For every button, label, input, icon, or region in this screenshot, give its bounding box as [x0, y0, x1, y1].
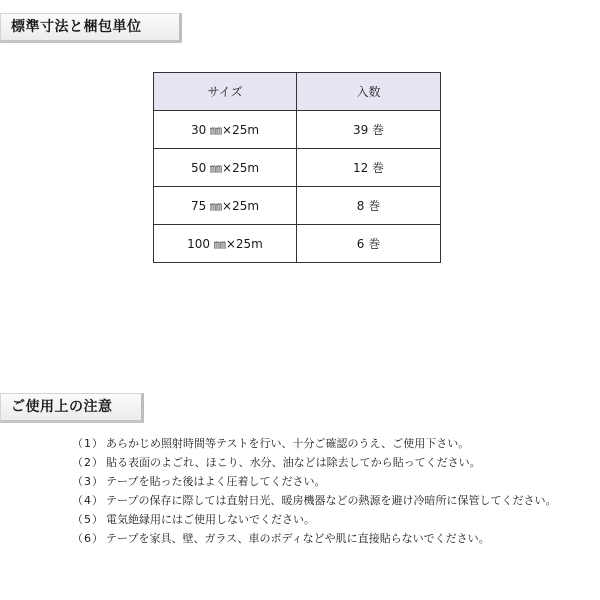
list-item [72, 529, 556, 548]
table-row [154, 187, 441, 225]
list-item [72, 472, 556, 491]
spec-table [153, 72, 441, 263]
table-row [154, 225, 441, 263]
note-number: （6） [72, 532, 104, 545]
table-row [154, 111, 441, 149]
note-number: （4） [72, 494, 104, 507]
cell-quantity: 39 巻 [297, 111, 441, 149]
table-row [154, 149, 441, 187]
cell-quantity: 12 巻 [297, 149, 441, 187]
list-item [72, 453, 556, 472]
caution-list [72, 434, 556, 548]
note-text: 電気絶縁用にはご使用しないでください。 [106, 513, 315, 526]
list-item [72, 510, 556, 529]
cell-size: 30 ㎜×25m [154, 111, 297, 149]
note-text: テープを貼った後はよく圧着してください。 [106, 475, 326, 488]
table-header-row [154, 73, 441, 111]
list-item [72, 434, 556, 453]
cell-quantity: 8 巻 [297, 187, 441, 225]
note-text: 貼る表面のよごれ、ほこり、水分、油などは除去してから貼ってください。 [106, 456, 481, 469]
cell-size: 50 ㎜×25m [154, 149, 297, 187]
cell-size: 75 ㎜×25m [154, 187, 297, 225]
note-text: テープの保存に際しては直射日光、暖房機器などの熱源を避け冷暗所に保管してください。 [106, 494, 557, 507]
note-number: （5） [72, 513, 104, 526]
note-number: （2） [72, 456, 104, 469]
list-item [72, 491, 556, 510]
cell-size: 100 ㎜×25m [154, 225, 297, 263]
note-number: （1） [72, 437, 104, 450]
header-quantity: 入数 [297, 73, 441, 111]
section-title-caution: ご使用上の注意 [0, 393, 144, 423]
note-text: テープを家具、壁、ガラス、車のボディなどや肌に直接貼らないでください。 [106, 532, 490, 545]
header-size: サイズ [154, 73, 297, 111]
note-text: あらかじめ照射時間等テストを行い、十分ご確認のうえ、ご使用下さい。 [106, 437, 470, 450]
section-title-dimensions: 標準寸法と梱包単位 [0, 13, 182, 43]
cell-quantity: 6 巻 [297, 225, 441, 263]
note-number: （3） [72, 475, 104, 488]
